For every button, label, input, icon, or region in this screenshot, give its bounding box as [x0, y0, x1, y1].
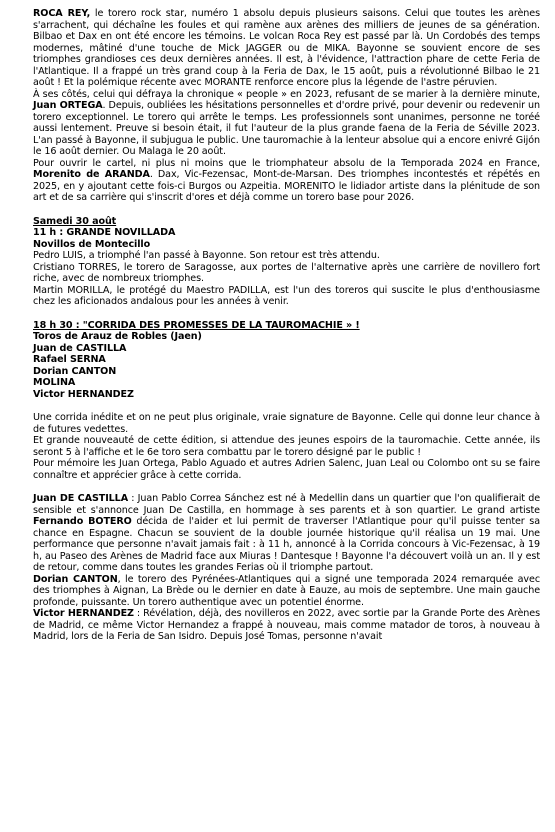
ortega-name: Juan ORTEGA	[33, 100, 103, 111]
lineup-torero: Dorian CANTON	[33, 365, 117, 377]
roca-rey-name: ROCA REY,	[33, 8, 91, 19]
ortega-paragraph	[33, 89, 540, 158]
morenito-name: Morenito de ARANDA	[33, 169, 150, 180]
pedro-luis-text: Pedro LUIS, a triomphé l'an passé à Bayonne. Son retour est très attendu.	[33, 250, 380, 261]
roca-rey-paragraph	[33, 8, 540, 89]
lineup-torero: Juan de CASTILLA	[33, 342, 127, 354]
roca-rey-text: le torero rock star, numéro 1 absolu depuis plusieurs saisons. Celui que toutes les arènes s'arrachent, qui déchaîne les foules et qui ramène aux arènes des milliers de jeunes de sa génération. Bilbao et Dax en ont été encore les témoins. Le volcan Roca Rey est passé par là. Un Cordobés des temps modernes, mâtiné d'une touche de Mick JAGGER ou de MIKA. Bayonne se souvient encore de ses triomphes grandioses ces deux dernières années. Il est, à l'évidence, l'attraction phare de cette Feria de l'Atlantique. Il a frappé un très grand coup à la Feria de Dax, le 15 août, puis a révolutionné Bilbao le 21 août ! Et la polémique récente avec MORANTE renforce encore plus la légende de l'astre péruvien.	[33, 8, 540, 88]
lineup-torero: Victor HERNANDEZ	[33, 388, 134, 400]
corrida-ganaderia: Toros de Arauz de Robles (Jaen)	[33, 331, 202, 342]
canton-name: Dorian CANTON	[33, 573, 118, 585]
hernandez-name: Victor HERNANDEZ	[33, 608, 134, 619]
morenito-paragraph	[33, 158, 540, 204]
corrida-paragraph: Une corrida inédite et on ne peut plus originale, vraie signature de Bayonne. Celle qui donne leur chance à de futures vedettes.	[33, 412, 540, 435]
cristiano-torres-text: Cristiano TORRES, le torero de Saragosse, aux portes de l'alternative après une carrière de novillero fort riche, avec de nombreux triomphes.	[33, 261, 540, 284]
novillada-title: 11 h : GRANDE NOVILLADA	[33, 227, 176, 238]
lineup-torero: Rafael SERNA	[33, 354, 106, 365]
hernandez-text: : Révélation, déjà, des novilleros en 2022, avec sortie par la Grande Porte des Arènes de Madrid, ce même Victor Hernandez a frappé à nouveau, mais comme matador de toros, à nouveau à Madrid, lors de la Feria de San Isidro. Depuis José Tomas, personne n'avait	[33, 608, 540, 642]
saturday-date: Samedi 30 août	[33, 215, 117, 227]
castilla-bio	[33, 493, 540, 574]
castilla-name: Juan DE CASTILLA	[33, 493, 129, 504]
ortega-intro: À ses côtés, celui qui défraya la chronique « people » en 2023, refusant de se marier à la dernière minute,	[33, 88, 540, 100]
corrida-paragraph: Et grande nouveauté de cette édition, si attendue des jeunes espoirs de la tauromachie. Cette année, ils seront 5 à l'affiche et le 6e toro sera combattu par le torero désigné par le public !	[33, 435, 540, 458]
canton-text: , le torero des Pyrénées-Atlantiques qui a signé une temporada 2024 remarquée avec des triomphes à Aignan, La Brède ou le dernier en date à Eauze, au mois de septembre. Une main gauche profonde, puissante. Un torero authentique avec un potentiel énorme.	[33, 573, 540, 608]
botero-name: Fernando BOTERO	[33, 516, 132, 527]
martin-morilla-text: Martin MORILLA, le protégé du Maestro PADILLA, est l'un des toreros qui suscite le plus d'enthousiasme chez les aficionados andalous pour les années à venir.	[33, 284, 540, 307]
morenito-text: . Dax, Vic-Fezensac, Mont-de-Marsan. Des triomphes incontestés et répétés en 2025, en y ajoutant cette fois-ci Burgos ou Azpeitia. MORENITO le lidiador artiste dans la plénitude de son art et de sa carrière qui s'inscrit d'ores et déjà comme un torero base pour 2026.	[33, 169, 540, 203]
morenito-intro: Pour ouvrir le cartel, ni plus ni moins que le triomphateur absolu de la Temporada 2024 en France,	[33, 157, 540, 169]
ortega-text: . Depuis, oubliées les hésitations personnelles et d'ordre privé, pour devenir ou redevenir un torero exceptionnel. Le torero qui arrête le temps. Les professionnels sont unanimes, personne ne toréé aussi lentement. Preuve si besoin était, il fut l'auteur de la plus grande faena de la Feria de Séville 2023. L'an passé à Bayonne, il subjugua le public. Une tauromachie à la lenteur absolue qui a encore enivré Gijón le 16 août dernier. Ou Malaga le 20 août.	[33, 100, 540, 157]
castilla-text-a: : Juan Pablo Correa Sánchez est né à Medellin dans un quartier que l'on qualifierait de sensible et s'annonce Juan De Castilla, en hommage à ses parents et à son quartier. Le grand artiste	[33, 493, 540, 516]
novillada-ganaderia: Novillos de Montecillo	[33, 238, 151, 250]
corrida-title: 18 h 30 : "CORRIDA DES PROMESSES DE LA TAUROMACHIE » !	[33, 319, 360, 331]
lineup-torero: MOLINA	[33, 377, 76, 388]
canton-bio	[33, 574, 540, 609]
corrida-paragraph: Pour mémoire les Juan Ortega, Pablo Aguado et autres Adrien Salenc, Juan Leal ou Colombo ont su se faire connaître et apprécier grâce à cette corrida.	[33, 458, 540, 481]
hernandez-bio	[33, 608, 540, 643]
castilla-text-b: décida de l'aider et lui permit de traverser l'Atlantique pour qu'il puisse tenter sa chance en Espagne. Chacun se souvient de la double journée historique qu'il réalisa un 19 mai. Une performance que personne n'avait jamais fait : à 11 h, annoncé à la Corrida concours à Vic-Fezensac, à 19 h, au Paseo des Arènes de Madrid face aux Miuras ! Dantesque ! Bayonne l'a découvert voilà un an. Il y est de retour, comme dans toutes les grandes Ferias où il triomphe partout.	[33, 516, 540, 573]
